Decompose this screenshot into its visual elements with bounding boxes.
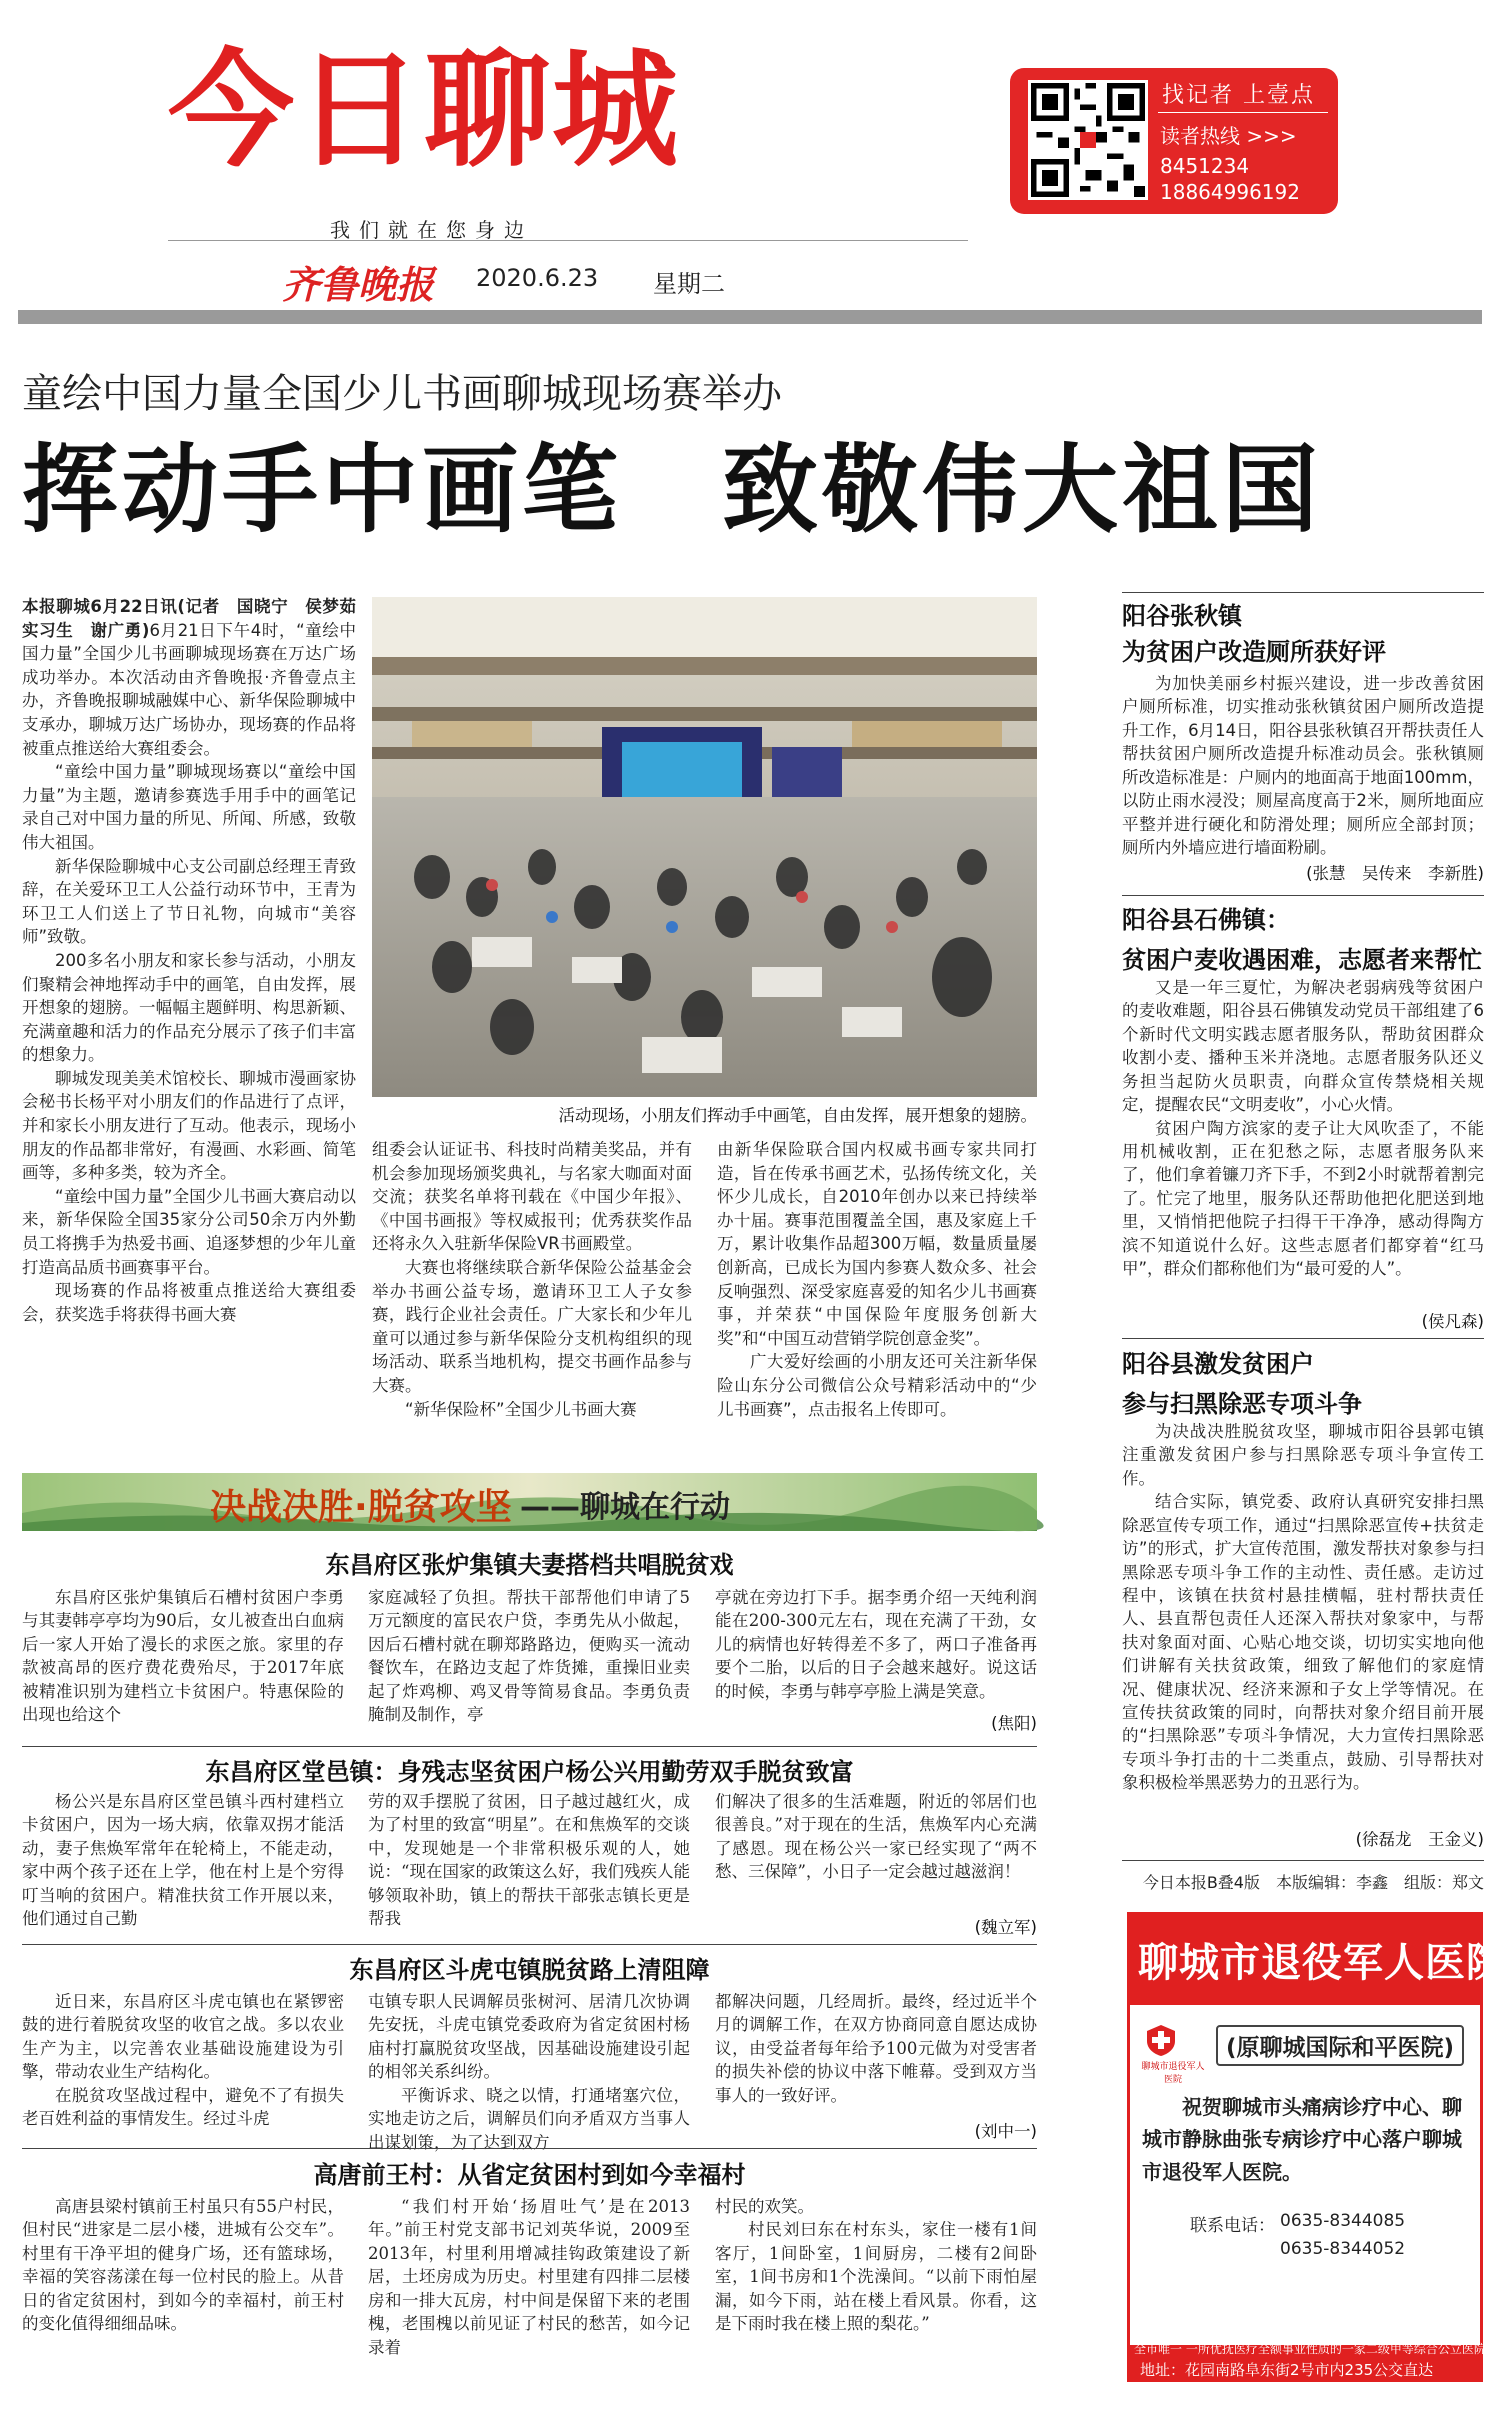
lead-byline: 本报聊城6月22日讯(记者 国晓宁 侯梦茹 实习生 谢广勇) xyxy=(22,597,373,640)
lead-headline: 挥动手中画笔 致敬伟大祖国 xyxy=(22,433,1322,546)
sidebar-story3-text xyxy=(1122,1420,1484,1828)
sidebar-rule xyxy=(1122,1338,1484,1339)
poverty-story3-paragraph: 近日来，东昌府区斗虎屯镇也在紧锣密鼓的进行着脱贫攻坚的收官之战。多以农业生产为主，以完善农业基础设施建设为引擎，带动农业生产结构化。 xyxy=(22,1992,344,2082)
ad-phone-1[interactable]: 0635-8344085 xyxy=(1280,2211,1406,2231)
poverty-story2-paragraph: 劳的双手摆脱了贫困，日子越过越红火，成为了村里的致富“明星”。在和焦焕军的交谈中，发现她是一个非常积极乐观的人，她说：“现在国家的政策这么好，我们残疾人能够领取补助，镇上的帮扶干部张志镇长更是帮我 xyxy=(368,1792,690,1929)
poverty-story4-paragraph: 村民刘曰东在村东头，家住一楼有1间客厅，1间卧室，1间厨房，二楼有2间卧室，1间书房和1个洗澡间。“以前下雨怕屋漏，如今下雨，站在楼上看风景。你看，这是下雨时我在楼上照的梨花。” xyxy=(715,2220,1037,2334)
poverty-story3-paragraph: 都解决问题，几经周折。最终，经过近半个月的调解工作，在双方协商同意自愿达成协议，由受益者每年给予100元做为对受害者的损失补偿的协议中落下帷幕。受到双方当事人的一致好评。 xyxy=(715,1992,1037,2105)
poverty-story1-paragraph: 家庭减轻了负担。帮扶干部帮他们申请了5万元额度的富民农户贷，李勇先从小做起，因后石槽村就在聊郑路路边，便购买一流动餐饮车，在路边支起了炸货摊，重操旧业卖起了炸鸡柳、鸡叉骨等简易食品。李勇负责腌制及制作，亭 xyxy=(368,1588,690,1725)
lead-paragraph: “童绘中国力量”聊城现场赛以“童绘中国力量”为主题，邀请参赛选手用手中的画笔记录自己对中国力量的所见、所闻、所感，致敬伟大祖国。 xyxy=(22,762,356,852)
poverty-story3-column-1 xyxy=(22,1990,344,2140)
section-rule xyxy=(22,2148,1037,2149)
hospital-logo-icon xyxy=(1144,2023,1178,2057)
ad-subtitle: (原聊城国际和平医院) xyxy=(1216,2025,1464,2066)
lead-paragraph: 200多名小朋友和家长参与活动，小朋友们聚精会神地挥动手中的画笔，自由发挥，展开想象的翅膀。一幅幅主题鲜明、构思新颖、充满童趣和活力的作品充分展示了孩子们丰富的想象力。 xyxy=(22,950,356,1065)
sidebar-rule xyxy=(1122,895,1484,896)
lead-paragraph: 大赛也将继续联合新华保险公益基金会举办书画公益专场，邀请环卫工人子女参赛，践行企业社会责任。广大家长和少年儿童可以通过参与新华保险分支机构组织的现场活动、联系当地机构，提交书画作品参与大赛。 xyxy=(372,1257,692,1395)
poverty-story1-signature: (焦阳) xyxy=(991,1714,1037,1733)
lead-subheadline: 童绘中国力量全国少儿书画聊城现场赛举办 xyxy=(22,371,782,417)
poverty-story1-column-1 xyxy=(22,1586,344,1736)
sidebar-story3-title: 参与扫黑除恶专项斗争 xyxy=(1122,1390,1362,1418)
lead-paragraph: 组委会认证证书、科技时尚精美奖品，并有机会参加现场颁奖典礼，与名家大咖面对面交流；获奖名单将刊载在《中国少年报》、《中国书画报》等权威报刊；优秀获奖作品还将永久入驻新华保险VR书画殿堂。 xyxy=(372,1140,692,1254)
ad-footer-address: 地址：花园南路阜东街2号市内235公交直达 xyxy=(1140,2361,1434,2379)
section-rule xyxy=(22,1944,1037,1945)
poverty-story3-paragraph: 平衡诉求、晓之以情，打通堵塞穴位，实地走访之后，调解员们向矛盾双方当事人出谋划策，为了达到双方 xyxy=(368,2085,690,2152)
lead-paragraph: 新华保险聊城中心支公司副总经理王青致辞，在关爱环卫工人公益行动环节中，王青为环卫工人们送上了节日礼物，向城市“美容师”致敬。 xyxy=(22,856,356,947)
sidebar-story3-paragraph: 结合实际，镇党委、政府认真研究安排扫黑除恶宣传专项工作，通过“扫黑除恶宣传+扶贫走访”的形式，扩大宣传范围，激发帮扶对象参与扫黑除恶专项斗争工作的主动性、责任感。走访过程中，该镇在扶贫村悬挂横幅，驻村帮扶责任人、县直帮包责任人还深入帮扶对象家中，与帮扶对象面对面、心贴心地交谈，切切实实地向他们讲解有关扶贫政策，细致了解他们的家庭情况、健康状况、经济来源和子女上学等情况。在宣传扶贫政策的同时，向帮扶对象介绍目前开展的“扫黑除恶”专项斗争情况，大力宣传扫黑除恶专项斗争打击的十二类重点，鼓励、引导帮扶对象积极检举黑恶势力的丑恶行为。 xyxy=(1122,1492,1484,1793)
poverty-story1-column-2 xyxy=(368,1586,690,1736)
issue-weekday: 星期二 xyxy=(653,270,725,298)
poverty-story2-paragraph: 们解决了很多的生活难题，附近的邻居们也很善良。”对于现在的生活，焦焕军内心充满了感恩。现在杨公兴一家已经实现了“两不愁、三保障”，小日子一定会越过越滋润！ xyxy=(715,1792,1037,1882)
lead-paragraph: 6月21日下午4时，“童绘中国力量”全国少儿书画聊城现场赛在万达广场成功举办。本次活动由齐鲁晚报·齐鲁壹点主办，齐鲁晚报聊城融媒中心、新华保险聊城中支承办，聊城万达广场协办，现场赛的作品将被重点推送给大赛组委会。 xyxy=(22,620,356,758)
poverty-story2-title: 东昌府区堂邑镇：身残志坚贫困户杨公兴用勤劳双手脱贫致富 xyxy=(205,1758,854,1786)
lead-paragraph: “童绘中国力量”全国少儿书画大赛启动以来，新华保险全国35家分公司50余万内外勤员工将携手为热爱书画、追逐梦想的少年儿童打造高品质书画赛事平台。 xyxy=(22,1186,356,1277)
banner-title: 决战决胜·脱贫攻坚 xyxy=(210,1487,512,1528)
poverty-story3-paragraph: 屯镇专职人民调解员张树河、居清几次协调先安抚，斗虎屯镇党委政府为省定贫困村杨庙村打赢脱贫攻坚战，因基础设施建设引起的相邻关系纠纷。 xyxy=(368,1992,690,2082)
ad-phone-2[interactable]: 0635-8344052 xyxy=(1280,2239,1406,2259)
sidebar-story2-paragraph: 贫困户陶方滨家的麦子让大风吹歪了，不能用机械收割，正在犯愁之际，志愿者服务队来了，他们拿着镰刀齐下手，不到2小时就帮着割完了。忙完了地里，服务队还帮助他把化肥送到地里，又悄悄把他院子扫得干干净净，感动得陶方滨不知道说什么好。这些志愿者们都穿着“红马甲”，群众们都称他们为“最可爱的人”。 xyxy=(1122,1118,1484,1279)
masthead-title: 今日聊城 xyxy=(168,37,680,184)
sidebar-story1-text xyxy=(1122,672,1484,882)
lead-article-column-1 xyxy=(22,595,373,1445)
banner-subtitle: ——聊城在行动 xyxy=(520,1490,730,1525)
sidebar-story3-kicker: 阳谷县激发贫困户 xyxy=(1122,1350,1314,1378)
masthead-divider-bar xyxy=(18,310,1482,324)
lead-photo xyxy=(372,597,1037,1097)
poverty-story3-signature: (刘中一) xyxy=(974,2122,1037,2141)
lead-paragraph: 聊城发现美美术馆校长、聊城市漫画家协会秘书长杨平对小朋友们的作品进行了点评，并和家长小朋友进行了互动。他表示，现场小朋友的作品都非常好，有漫画、水彩画、简笔画等，多种多类，较为齐全。 xyxy=(22,1068,356,1183)
sidebar-story2-text xyxy=(1122,976,1484,1316)
section-rule xyxy=(22,1746,1037,1747)
poverty-story2-column-1 xyxy=(22,1790,344,1935)
poverty-story4-paragraph: 村民的欢笑。 xyxy=(715,2197,814,2216)
sidebar-story2-kicker: 阳谷县石佛镇： xyxy=(1122,906,1290,934)
hotline-phone-1[interactable]: 8451234 xyxy=(1160,154,1250,178)
lead-photo-caption: 活动现场，小朋友们挥动手中画笔，自由发挥，展开想象的翅膀。 xyxy=(558,1106,1037,1125)
qr-code-icon[interactable] xyxy=(1028,80,1148,200)
sidebar-story2-title: 贫困户麦收遇困难，志愿者来帮忙 xyxy=(1122,946,1482,974)
masthead-slogan: 我们就在您身边 xyxy=(330,218,533,242)
ad-phone-label: 联系电话： xyxy=(1190,2216,1275,2236)
sidebar-story3-signature: (徐磊龙 王金义) xyxy=(1355,1830,1484,1849)
lead-paragraph: 广大爱好绘画的小朋友还可关注新华保险山东分公司微信公众号精彩活动中的“少儿书画赛”，点击报名上传即可。 xyxy=(717,1352,1037,1419)
poverty-story2-paragraph: 杨公兴是东昌府区堂邑镇斗西村建档立卡贫困户，因为一场大病，依靠双拐才能活动，妻子焦焕军常年在轮椅上，不能走动，家中两个孩子还在上学，他在村上是个穷得叮当响的贫困户。精准扶贫工作开展以来，他们通过自己勤 xyxy=(22,1792,344,1929)
sidebar-story1-signature: (张慧 吴传来 李新胜) xyxy=(1306,864,1484,883)
poverty-story2-column-3 xyxy=(715,1790,1037,1905)
reader-hotline-box xyxy=(1010,68,1338,214)
page-editor-credits: 今日本报B叠4版 本版编辑：李鑫 组版：郑文 xyxy=(1142,1873,1484,1892)
sidebar-rule xyxy=(1122,592,1484,593)
sidebar-story1-title: 为贫困户改造厕所获好评 xyxy=(1122,638,1386,666)
poverty-story4-column-1 xyxy=(22,2195,344,2385)
ad-title: 聊城市退役军人医院 xyxy=(1138,1940,1507,1986)
lead-paragraph: 由新华保险联合国内权威书画专家共同打造，旨在传承书画艺术，弘扬传统文化，关怀少儿成长，自2010年创办以来已持续举办十届。赛事范围覆盖全国，惠及家庭上千万，累计收集作品超300万幅，数量质量屡创新高，已成长为国内参赛人数众多、社会反响强烈、深受家庭喜爱的知名少儿书画赛事，并荣获“中国保险年度服务创新大奖”和“中国互动营销学院创意金奖”。 xyxy=(717,1140,1037,1348)
hotline-divider xyxy=(1158,112,1328,113)
poverty-story1-paragraph: 亭就在旁边打下手。据李勇介绍一天纯利润能在200-300元左右，现在充满了干劲，女儿的病情也好转得差不多了，两口子准备再要个二胎，以后的日子会越来越好。说这话的时候，李勇与韩亭亭脸上满是笑意。 xyxy=(715,1588,1037,1701)
poverty-story3-title: 东昌府区斗虎屯镇脱贫路上清阻障 xyxy=(349,1956,710,1984)
hospital-logo-text: 聊城市退役军人医院 xyxy=(1141,2062,1205,2085)
sidebar-story2-signature: (侯凡森) xyxy=(1421,1312,1484,1331)
poverty-story4-column-2 xyxy=(368,2195,690,2385)
poverty-story1-title: 东昌府区张炉集镇夫妻搭档共唱脱贫戏 xyxy=(325,1551,734,1579)
sidebar-story1-kicker: 阳谷张秋镇 xyxy=(1122,602,1242,630)
newspaper-name: 齐鲁晚报 xyxy=(282,262,435,307)
poverty-story3-column-3 xyxy=(715,1990,1037,2110)
issue-date: 2020.6.23 xyxy=(476,264,599,292)
poverty-story3-column-2 xyxy=(368,1990,690,2152)
sidebar-rule xyxy=(1122,1860,1484,1861)
poverty-story2-signature: (魏立军) xyxy=(974,1918,1037,1937)
sidebar-story1-paragraph: 为加快美丽乡村振兴建设，进一步改善贫困户厕所标准，切实推动张秋镇贫困户厕所改造提升工作，6月14日，阳谷县张秋镇召开帮扶责任人帮扶贫困户厕所改造提升标准动员会。张秋镇厕所改造标准是：户厕内的地面高于地面100mm，以防止雨水浸没；厕屋高度高于2米，厕所地面应平整并进行硬化和防滑处理；厕所应全部封顶；厕所内外墙应进行墙面粉刷。 xyxy=(1122,674,1484,857)
poverty-story4-paragraph: “我们村开始‘扬眉吐气’是在2013年。”前王村党支部书记刘英华说，2009至2013年，村里利用增减挂钩政策建设了新居，土坯房成为历史。村里建有四排二层楼房和一排大瓦房，村中间是保留下来的老围槐，老围槐以前见证了村民的愁苦，如今记录着 xyxy=(368,2197,690,2357)
masthead-rule xyxy=(168,240,968,241)
lead-paragraph: 现场赛的作品将被重点推送给大赛组委会，获奖选手将获得书画大赛 xyxy=(22,1281,356,1324)
hotline-label: 读者热线 >>> xyxy=(1160,124,1297,148)
poverty-story2-column-2 xyxy=(368,1790,690,1935)
ad-footer-tagline: 全市唯一 一所优抚医疗全额事业性质的一家二级甲等综合公立医院 xyxy=(1134,2342,1486,2356)
lead-paragraph: “新华保险杯”全国少儿书画大赛 xyxy=(405,1399,637,1419)
hospital-advertisement[interactable] xyxy=(1127,1912,1507,2382)
lead-article-column-2 xyxy=(372,1138,692,1448)
poverty-story4-paragraph: 高唐县梁村镇前王村虽只有55户村民，但村民“进家是二层小楼，进城有公交车”。村里有干净平坦的健身广场，还有篮球场，幸福的笑容荡漾在每一位村民的脸上。从昔日的省定贫困村，到如今的幸福村，前王村的变化值得细细品味。 xyxy=(22,2197,344,2334)
poverty-story4-title: 高唐前王村：从省定贫困村到如今幸福村 xyxy=(313,2161,746,2189)
sidebar-story2-paragraph: 又是一年三夏忙，为解决老弱病残等贫困户的麦收难题，阳谷县石佛镇发动党员干部组建了6个新时代文明实践志愿者服务队，帮助贫困群众收割小麦、播种玉米并浇地。志愿者服务队还义务担当起防火员职责，向群众宣传禁烧相关规定，提醒农民“文明麦收”，小心火情。 xyxy=(1122,978,1484,1115)
poverty-story1-paragraph: 东昌府区张炉集镇后石槽村贫困户李勇与其妻韩亭亭均为90后，女儿被查出白血病后一家人开始了漫长的求医之旅。家里的存款被高昂的医疗费花费殆尽，于2017年底被精准识别为建档立卡贫困户。特惠保险的出现也给这个 xyxy=(22,1588,344,1725)
hotline-heading: 找记者 上壹点 xyxy=(1162,83,1315,108)
poverty-story3-paragraph: 在脱贫攻坚战过程中，避免不了有损失老百姓利益的事情发生。经过斗虎 xyxy=(22,2085,344,2129)
lead-article-column-3 xyxy=(717,1138,1037,1448)
ad-body-text: 祝贺聊城市头痛病诊疗中心、聊城市静脉曲张专病诊疗中心落户聊城市退役军人医院。 xyxy=(1142,2095,1462,2184)
sidebar-story3-paragraph: 为决战决胜脱贫攻坚，聊城市阳谷县郭屯镇注重激发贫困户参与扫黑除恶专项斗争宣传工作。 xyxy=(1122,1422,1484,1488)
poverty-story4-column-3 xyxy=(715,2195,1037,2385)
hotline-phone-2[interactable]: 18864996192 xyxy=(1160,180,1300,204)
